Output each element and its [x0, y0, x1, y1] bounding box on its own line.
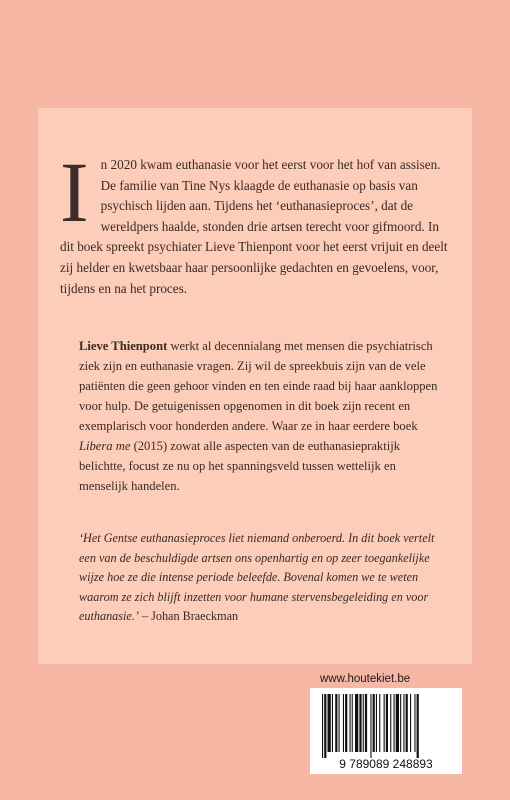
quote-text: ‘Het Gentse euthanasieproces liet niemand onberoerd. In dit boek vertelt een van de beschuldigde artsen ons openhartig en op zeer toegankelijke wijze hoe ze die intense periode beleefde. Bovenal komen we te weten waarom ze zich blijft inzetten voor humane stervensbegeleiding en voor euthanasie.’	[79, 531, 435, 623]
isbn-barcode	[310, 688, 462, 774]
drop-cap: I	[60, 144, 89, 240]
barcode-bar	[332, 694, 333, 752]
barcode-bar	[403, 694, 404, 752]
barcode-bar	[345, 694, 347, 752]
barcode-bar	[394, 694, 395, 752]
book-title: Libera me	[79, 439, 131, 453]
barcode-bar	[359, 694, 361, 752]
barcode-bar	[390, 694, 391, 752]
barcode-bar	[373, 694, 375, 752]
barcode-bar	[328, 694, 331, 752]
barcode-bar	[384, 694, 385, 752]
intro-paragraph	[60, 144, 450, 299]
barcode-bar	[350, 694, 351, 752]
barcode-bar	[370, 694, 371, 758]
barcode-bar	[410, 694, 411, 752]
barcode-bar	[355, 694, 358, 752]
isbn-digits: 9 789089 248893	[339, 757, 433, 771]
bio-text-1: werkt al decennialang met mensen die psychiatrisch ziek zijn en euthanasie vragen. Zij wil de spreekbuis zijn van de vele patiënten die geen gehoor vinden en ten einde raad bij haar aankloppen voor hulp. De getuigenissen opgenomen in dit boek zijn recent en exemplarisch voor honderden andere. Waar ze in haar eerdere boek	[79, 339, 438, 433]
barcode-bar	[352, 694, 353, 752]
author-name: Lieve Thienpont	[79, 339, 168, 353]
barcode-bar	[322, 694, 323, 758]
quote-attribution: – Johan Braeckman	[138, 609, 239, 623]
intro-text: n 2020 kwam euthanasie voor het eerst voor het hof van assisen. De familie van Tine Nys klaagde de euthanasie op basis van psychisch lijden aan. Tijdens het ‘euthanasieproces’, dat de wereldpers haalde, stonden drie artsen terecht voor gifmoord. In dit boek spreekt psychiater Lieve Thienpont voor het eerst vrijuit en deelt zij helder en kwetsbaar haar persoonlijke gedachten en gevoelens, voor, tijdens en na het proces.	[60, 157, 448, 296]
barcode-graphic	[310, 688, 462, 774]
barcode-bar	[335, 694, 337, 752]
barcode-bar	[343, 694, 344, 752]
barcode-bar	[363, 694, 364, 752]
barcode-bar	[379, 694, 380, 752]
barcode-bar	[339, 694, 340, 752]
barcode-bar	[414, 694, 415, 752]
author-bio	[79, 336, 445, 496]
barcode-bar	[406, 694, 408, 752]
review-quote	[79, 529, 445, 627]
barcode-bar	[396, 694, 399, 752]
barcode-bar	[400, 694, 401, 752]
barcode-bar	[365, 694, 367, 752]
publisher-website: www.houtekiet.be	[320, 673, 411, 685]
barcode-bar	[324, 694, 326, 758]
barcode-bar	[386, 694, 388, 752]
barcode-bar	[376, 694, 377, 752]
barcode-bar	[417, 694, 419, 758]
bio-text-2: (2015) zowat alle aspecten van de euthanasiepraktijk belichtte, focust ze nu op het spanningsveld tussen wettelijk en menselijk handelen.	[79, 439, 401, 493]
